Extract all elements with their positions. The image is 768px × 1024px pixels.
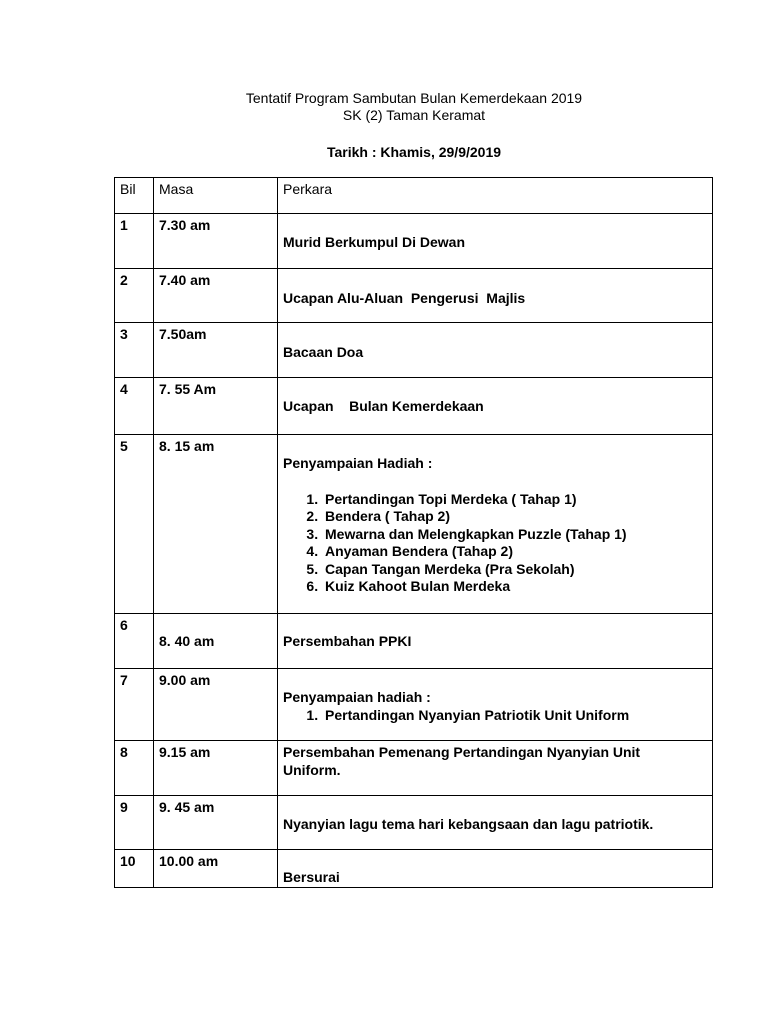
row-perkara: Penyampaian hadiah : — [283, 689, 431, 705]
prize-list — [283, 707, 712, 725]
row-masa: 7.40 am — [159, 272, 211, 288]
list-item: 4. Anyaman Bendera (Tahap 2) — [322, 543, 712, 561]
row-perkara: Nyanyian lagu tema hari kebangsaan dan lagu patriotik. — [283, 816, 654, 832]
list-item: 2. Bendera ( Tahap 2) — [322, 508, 712, 526]
row-masa: 8. 15 am — [159, 438, 215, 454]
row-bil: 4 — [120, 381, 128, 397]
row-perkara: Bacaan Doa — [283, 344, 364, 360]
header-masa: Masa — [159, 181, 194, 197]
list-item: 6. Kuiz Kahoot Bulan Merdeka — [322, 578, 712, 596]
table-row — [115, 850, 713, 888]
table-header-row — [115, 178, 713, 214]
table-row — [115, 741, 713, 796]
row-perkara: Persembahan PPKI — [283, 633, 412, 649]
row-bil: 9 — [120, 799, 128, 815]
header-bil: Bil — [120, 181, 136, 197]
row-bil: 6 — [120, 617, 128, 633]
row-masa: 9. 45 am — [159, 799, 215, 815]
row-masa: 8. 40 am — [159, 633, 215, 649]
row-bil: 7 — [120, 672, 128, 688]
row-perkara: Bersurai — [283, 869, 340, 885]
table-row — [115, 669, 713, 741]
row-masa: 7. 55 Am — [159, 381, 217, 397]
table-row — [115, 269, 713, 323]
row-bil: 10 — [120, 853, 136, 869]
row-perkara: Ucapan Alu-Aluan Pengerusi Majlis — [283, 290, 526, 306]
row-bil: 3 — [120, 326, 128, 342]
list-item: 1. Pertandingan Nyanyian Patriotik Unit Uniform — [322, 707, 712, 725]
table-row — [115, 323, 713, 378]
header-perkara: Perkara — [283, 181, 333, 197]
row-masa: 7.50am — [159, 326, 207, 342]
row-masa: 9.00 am — [159, 672, 211, 688]
table-row — [115, 796, 713, 850]
row-perkara: Murid Berkumpul Di Dewan — [283, 234, 466, 250]
school-name: SK (2) Taman Keramat — [342, 107, 486, 123]
row-masa: 10.00 am — [159, 853, 219, 869]
row-perkara: Persembahan Pemenang Pertandingan Nyanyian Unit Uniform. — [283, 744, 641, 778]
list-item: 1. Pertandingan Topi Merdeka ( Tahap 1) — [322, 491, 712, 509]
row-bil: 8 — [120, 744, 128, 760]
row-bil: 5 — [120, 438, 128, 454]
table-row — [115, 435, 713, 614]
row-perkara: Ucapan Bulan Kemerdekaan — [283, 398, 484, 414]
list-item: 5. Capan Tangan Merdeka (Pra Sekolah) — [322, 561, 712, 579]
prize-list — [283, 491, 712, 596]
row-perkara: Penyampaian Hadiah : — [283, 455, 433, 471]
row-masa: 7.30 am — [159, 217, 211, 233]
program-date: Tarikh : Khamis, 29/9/2019 — [326, 144, 502, 160]
list-item: 3. Mewarna dan Melengkapkan Puzzle (Tahap 1) — [322, 526, 712, 544]
row-bil: 2 — [120, 272, 128, 288]
program-schedule-table — [114, 177, 713, 888]
table-row — [115, 614, 713, 669]
row-bil: 1 — [120, 217, 128, 233]
table-row — [115, 378, 713, 435]
row-masa: 9.15 am — [159, 744, 211, 760]
table-row — [115, 214, 713, 269]
document-title: Tentatif Program Sambutan Bulan Kemerdekaan 2019 — [245, 90, 583, 106]
